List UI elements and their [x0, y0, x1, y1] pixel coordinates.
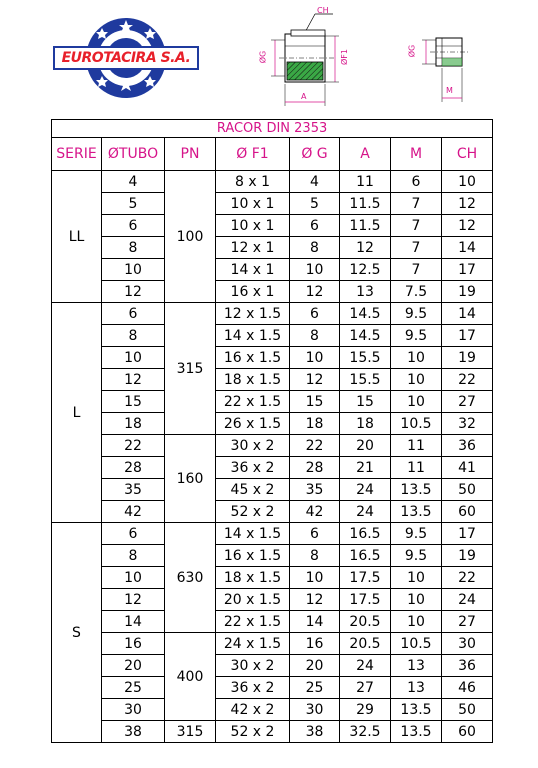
a-cell: 20.5 [340, 633, 391, 655]
f1-cell: 22 x 1.5 [216, 391, 290, 413]
tubo-cell: 18 [102, 413, 165, 435]
m-cell: 10 [391, 611, 442, 633]
pn-cell: 315 [165, 303, 216, 435]
a-cell: 27 [340, 677, 391, 699]
tubo-cell: 12 [102, 369, 165, 391]
f1-cell: 26 x 1.5 [216, 413, 290, 435]
m-cell: 10.5 [391, 633, 442, 655]
table-row [52, 347, 493, 369]
ch-cell: 50 [442, 479, 493, 501]
table-row [52, 501, 493, 523]
tubo-cell: 8 [102, 545, 165, 567]
column-header-serie: SERIE [52, 138, 102, 171]
f1-cell: 30 x 2 [216, 655, 290, 677]
tubo-cell: 4 [102, 171, 165, 193]
tubo-cell: 8 [102, 325, 165, 347]
ch-cell: 12 [442, 193, 493, 215]
g-cell: 42 [290, 501, 340, 523]
tubo-cell: 6 [102, 303, 165, 325]
table-row [52, 193, 493, 215]
f1-cell: 18 x 1.5 [216, 369, 290, 391]
m-cell: 13.5 [391, 721, 442, 743]
label-a: A [301, 92, 307, 101]
g-cell: 14 [290, 611, 340, 633]
a-cell: 14.5 [340, 325, 391, 347]
table-row [52, 171, 493, 193]
f1-cell: 36 x 2 [216, 677, 290, 699]
tubo-cell: 16 [102, 633, 165, 655]
ch-cell: 10 [442, 171, 493, 193]
a-cell: 13 [340, 281, 391, 303]
tubo-cell: 10 [102, 259, 165, 281]
label-f1: ØF1 [340, 49, 349, 65]
f1-cell: 36 x 2 [216, 457, 290, 479]
ch-cell: 32 [442, 413, 493, 435]
nut-view-drawing [400, 28, 480, 108]
tubo-cell: 12 [102, 281, 165, 303]
a-cell: 24 [340, 501, 391, 523]
ch-cell: 14 [442, 303, 493, 325]
racor-spec-table [51, 119, 493, 743]
tubo-cell: 15 [102, 391, 165, 413]
ch-cell: 46 [442, 677, 493, 699]
ch-cell: 17 [442, 259, 493, 281]
g-cell: 10 [290, 567, 340, 589]
a-cell: 15 [340, 391, 391, 413]
company-logo [52, 14, 200, 102]
g-cell: 28 [290, 457, 340, 479]
table-row [52, 457, 493, 479]
pn-cell: 630 [165, 523, 216, 633]
ch-cell: 36 [442, 655, 493, 677]
tubo-cell: 5 [102, 193, 165, 215]
f1-cell: 18 x 1.5 [216, 567, 290, 589]
table-row [52, 281, 493, 303]
a-cell: 17.5 [340, 589, 391, 611]
m-cell: 10 [391, 347, 442, 369]
header-row [52, 138, 493, 171]
g-cell: 38 [290, 721, 340, 743]
ch-cell: 14 [442, 237, 493, 259]
tubo-cell: 30 [102, 699, 165, 721]
g-cell: 10 [290, 347, 340, 369]
table-row [52, 721, 493, 743]
table-row [52, 325, 493, 347]
table-row [52, 545, 493, 567]
table-row [52, 259, 493, 281]
f1-cell: 16 x 1.5 [216, 347, 290, 369]
table-row [52, 237, 493, 259]
a-cell: 11 [340, 171, 391, 193]
logo-word: EUROTACIRA [61, 50, 157, 66]
tubo-cell: 38 [102, 721, 165, 743]
table-row [52, 479, 493, 501]
logo-suffix: S.A. [160, 50, 191, 66]
g-cell: 16 [290, 633, 340, 655]
table-row [52, 369, 493, 391]
f1-cell: 30 x 2 [216, 435, 290, 457]
a-cell: 24 [340, 655, 391, 677]
tubo-cell: 28 [102, 457, 165, 479]
a-cell: 21 [340, 457, 391, 479]
ch-cell: 41 [442, 457, 493, 479]
table-row [52, 611, 493, 633]
a-cell: 18 [340, 413, 391, 435]
tubo-cell: 6 [102, 523, 165, 545]
label-m: M [446, 86, 453, 95]
a-cell: 20 [340, 435, 391, 457]
ch-cell: 50 [442, 699, 493, 721]
a-cell: 14.5 [340, 303, 391, 325]
table-row [52, 523, 493, 545]
f1-cell: 24 x 1.5 [216, 633, 290, 655]
label-ch: CH [317, 6, 329, 15]
ch-cell: 27 [442, 611, 493, 633]
m-cell: 10 [391, 391, 442, 413]
m-cell: 13 [391, 655, 442, 677]
label-g: ØG [258, 50, 268, 64]
f1-cell: 42 x 2 [216, 699, 290, 721]
m-cell: 7 [391, 193, 442, 215]
table-row [52, 677, 493, 699]
m-cell: 6 [391, 171, 442, 193]
g-cell: 20 [290, 655, 340, 677]
f1-cell: 16 x 1 [216, 281, 290, 303]
g-cell: 8 [290, 237, 340, 259]
table-row [52, 435, 493, 457]
label-nut-g: ØG [407, 44, 417, 58]
table-row [52, 567, 493, 589]
fitting-section-drawing [255, 6, 365, 114]
f1-cell: 52 x 2 [216, 501, 290, 523]
a-cell: 24 [340, 479, 391, 501]
g-cell: 25 [290, 677, 340, 699]
tubo-cell: 10 [102, 567, 165, 589]
pn-cell: 315 [165, 721, 216, 743]
ch-cell: 22 [442, 567, 493, 589]
table-row [52, 303, 493, 325]
g-cell: 6 [290, 523, 340, 545]
table-row [52, 655, 493, 677]
f1-cell: 16 x 1.5 [216, 545, 290, 567]
a-cell: 29 [340, 699, 391, 721]
m-cell: 10 [391, 567, 442, 589]
pn-cell: 160 [165, 435, 216, 523]
logo-wordmark [52, 48, 200, 68]
g-cell: 30 [290, 699, 340, 721]
f1-cell: 14 x 1.5 [216, 325, 290, 347]
a-cell: 11.5 [340, 215, 391, 237]
g-cell: 10 [290, 259, 340, 281]
a-cell: 16.5 [340, 523, 391, 545]
table-row [52, 699, 493, 721]
g-cell: 12 [290, 369, 340, 391]
ch-cell: 19 [442, 281, 493, 303]
tubo-cell: 35 [102, 479, 165, 501]
tubo-cell: 25 [102, 677, 165, 699]
f1-cell: 8 x 1 [216, 171, 290, 193]
g-cell: 12 [290, 589, 340, 611]
table-row [52, 589, 493, 611]
f1-cell: 22 x 1.5 [216, 611, 290, 633]
tubo-cell: 14 [102, 611, 165, 633]
m-cell: 10.5 [391, 413, 442, 435]
a-cell: 15.5 [340, 369, 391, 391]
column-header-pn: PN [165, 138, 216, 171]
a-cell: 32.5 [340, 721, 391, 743]
ch-cell: 27 [442, 391, 493, 413]
m-cell: 7 [391, 237, 442, 259]
pn-cell: 400 [165, 633, 216, 721]
m-cell: 13.5 [391, 699, 442, 721]
serie-cell: S [52, 523, 102, 743]
ch-cell: 12 [442, 215, 493, 237]
pn-cell: 100 [165, 171, 216, 303]
ch-cell: 24 [442, 589, 493, 611]
column-header-m: M [391, 138, 442, 171]
ch-cell: 30 [442, 633, 493, 655]
a-cell: 15.5 [340, 347, 391, 369]
ch-cell: 22 [442, 369, 493, 391]
m-cell: 9.5 [391, 523, 442, 545]
f1-cell: 12 x 1 [216, 237, 290, 259]
m-cell: 9.5 [391, 545, 442, 567]
tubo-cell: 22 [102, 435, 165, 457]
g-cell: 18 [290, 413, 340, 435]
a-cell: 12 [340, 237, 391, 259]
a-cell: 12.5 [340, 259, 391, 281]
g-cell: 4 [290, 171, 340, 193]
m-cell: 11 [391, 457, 442, 479]
f1-cell: 14 x 1 [216, 259, 290, 281]
ch-cell: 17 [442, 523, 493, 545]
a-cell: 16.5 [340, 545, 391, 567]
g-cell: 22 [290, 435, 340, 457]
m-cell: 13 [391, 677, 442, 699]
ch-cell: 17 [442, 325, 493, 347]
m-cell: 13.5 [391, 501, 442, 523]
m-cell: 11 [391, 435, 442, 457]
g-cell: 12 [290, 281, 340, 303]
g-cell: 8 [290, 545, 340, 567]
ch-cell: 19 [442, 347, 493, 369]
tubo-cell: 8 [102, 237, 165, 259]
g-cell: 6 [290, 303, 340, 325]
table-row [52, 215, 493, 237]
g-cell: 15 [290, 391, 340, 413]
f1-cell: 10 x 1 [216, 193, 290, 215]
table-row [52, 633, 493, 655]
nut-view-icon [400, 28, 480, 108]
m-cell: 7 [391, 259, 442, 281]
f1-cell: 20 x 1.5 [216, 589, 290, 611]
g-cell: 5 [290, 193, 340, 215]
tubo-cell: 12 [102, 589, 165, 611]
column-header-g: Ø G [290, 138, 340, 171]
column-header-ch: CH [442, 138, 493, 171]
column-header-f1: Ø F1 [216, 138, 290, 171]
a-cell: 17.5 [340, 567, 391, 589]
m-cell: 13.5 [391, 479, 442, 501]
tubo-cell: 10 [102, 347, 165, 369]
f1-cell: 12 x 1.5 [216, 303, 290, 325]
m-cell: 9.5 [391, 325, 442, 347]
serie-cell: L [52, 303, 102, 523]
f1-cell: 10 x 1 [216, 215, 290, 237]
f1-cell: 45 x 2 [216, 479, 290, 501]
table-row [52, 391, 493, 413]
column-header-a: A [340, 138, 391, 171]
m-cell: 9.5 [391, 303, 442, 325]
m-cell: 10 [391, 589, 442, 611]
column-header-tubo: ØTUBO [102, 138, 165, 171]
table-body [52, 171, 493, 743]
g-cell: 35 [290, 479, 340, 501]
a-cell: 20.5 [340, 611, 391, 633]
a-cell: 11.5 [340, 193, 391, 215]
ch-cell: 36 [442, 435, 493, 457]
table-title: RACOR DIN 2353 [52, 120, 493, 138]
g-cell: 8 [290, 325, 340, 347]
table-row [52, 413, 493, 435]
ch-cell: 19 [442, 545, 493, 567]
serie-cell: LL [52, 171, 102, 303]
tubo-cell: 6 [102, 215, 165, 237]
f1-cell: 52 x 2 [216, 721, 290, 743]
f1-cell: 14 x 1.5 [216, 523, 290, 545]
m-cell: 7 [391, 215, 442, 237]
ch-cell: 60 [442, 721, 493, 743]
ch-cell: 60 [442, 501, 493, 523]
m-cell: 10 [391, 369, 442, 391]
tubo-cell: 42 [102, 501, 165, 523]
m-cell: 7.5 [391, 281, 442, 303]
tubo-cell: 20 [102, 655, 165, 677]
g-cell: 6 [290, 215, 340, 237]
